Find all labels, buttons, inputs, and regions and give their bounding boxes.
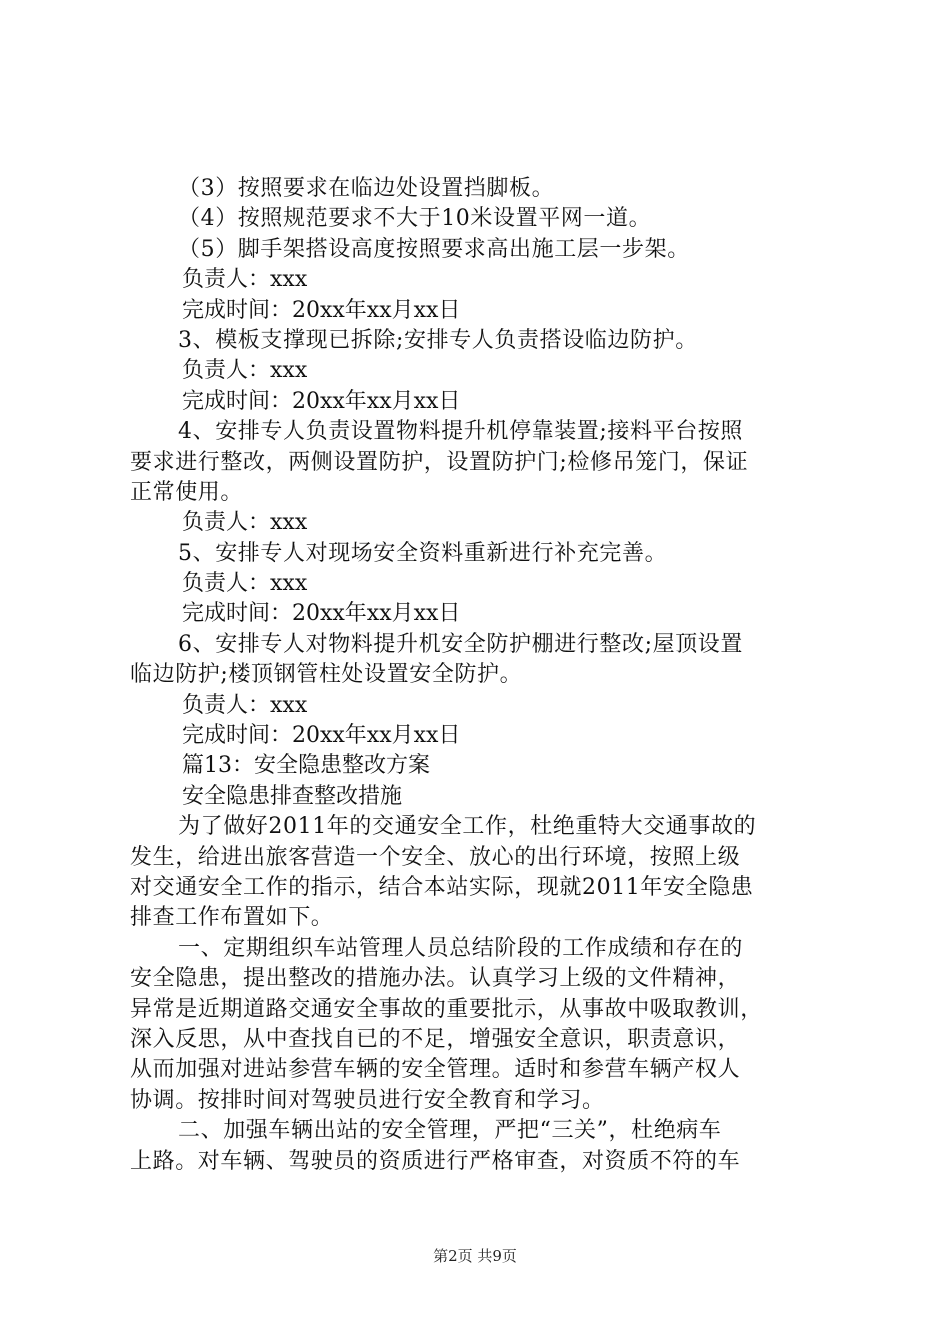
text-line: 负责人：xxx: [182, 267, 308, 293]
text-line: 负责人：xxx: [182, 510, 308, 536]
text-line: 5、安排专人对现场安全资料重新进行补充完善。: [178, 540, 668, 566]
text-line: 协调。按排时间对驾驶员进行安全教育和学习。: [130, 1087, 605, 1113]
text-line: 上路。对车辆、驾驶员的资质进行严格审查，对资质不符的车: [130, 1148, 741, 1174]
text-line: 对交通安全工作的指示，结合本站实际，现就2011年安全隐患: [130, 874, 754, 900]
text-line: 一、定期组织车站管理人员总结阶段的工作成绩和存在的: [178, 935, 744, 961]
text-line: 完成时间：20xx年xx月xx日: [182, 388, 461, 414]
text-line: （5）脚手架搭设高度按照要求高出施工层一步架。: [178, 236, 690, 262]
text-line: 4、安排专人负责设置物料提升机停靠装置;接料平台按照: [178, 419, 744, 445]
text-line: 临边防护;楼顶钢管柱处设置安全防护。: [130, 662, 523, 688]
text-line: 从而加强对进站参营车辆的安全管理。适时和参营车辆产权人: [130, 1057, 741, 1083]
text-line: 3、模板支撑现已拆除;安排专人负责搭设临边防护。: [178, 327, 698, 353]
text-line: 6、安排专人对物料提升机安全防护棚进行整改;屋顶设置: [178, 631, 744, 657]
text-line: 篇13：安全隐患整改方案: [182, 753, 430, 779]
text-line: 要求进行整改，两侧设置防护，设置防护门;检修吊笼门，保证: [130, 449, 749, 475]
text-line: （4）按照规范要求不大于10米设置平网一道。: [178, 206, 652, 232]
page-number-label: 第2页 共9页: [433, 1247, 517, 1265]
text-line: 为了做好2011年的交通安全工作，杜绝重特大交通事故的: [178, 814, 757, 840]
text-line: 发生，给进出旅客营造一个安全、放心的出行环境，按照上级: [130, 844, 741, 870]
document-body: [130, 174, 840, 1177]
text-line: 二、加强车辆出站的安全管理，严把“三关”，杜绝病车: [178, 1118, 722, 1144]
text-line: 完成时间：20xx年xx月xx日: [182, 601, 461, 627]
text-line: 完成时间：20xx年xx月xx日: [182, 723, 461, 749]
text-line: 负责人：xxx: [182, 692, 308, 718]
text-line: 安全隐患排查整改措施: [182, 783, 403, 809]
text-line: （3）按照要求在临边处设置挡脚板。: [178, 176, 555, 201]
text-line: 深入反思，从中查找自已的不足，增强安全意识，职责意识，: [130, 1026, 741, 1052]
text-line: 完成时间：20xx年xx月xx日: [182, 297, 461, 323]
text-line: 负责人：xxx: [182, 358, 308, 384]
text-line: 负责人：xxx: [182, 571, 308, 597]
text-line: 排查工作布置如下。: [130, 905, 334, 931]
text-line: 正常使用。: [130, 479, 244, 505]
text-line: 异常是近期道路交通安全事故的重要批示，从事故中吸取教训，: [130, 996, 763, 1022]
page-footer: [0, 1246, 950, 1266]
text-line: 安全隐患，提出整改的措施办法。认真学习上级的文件精神，: [130, 966, 741, 992]
